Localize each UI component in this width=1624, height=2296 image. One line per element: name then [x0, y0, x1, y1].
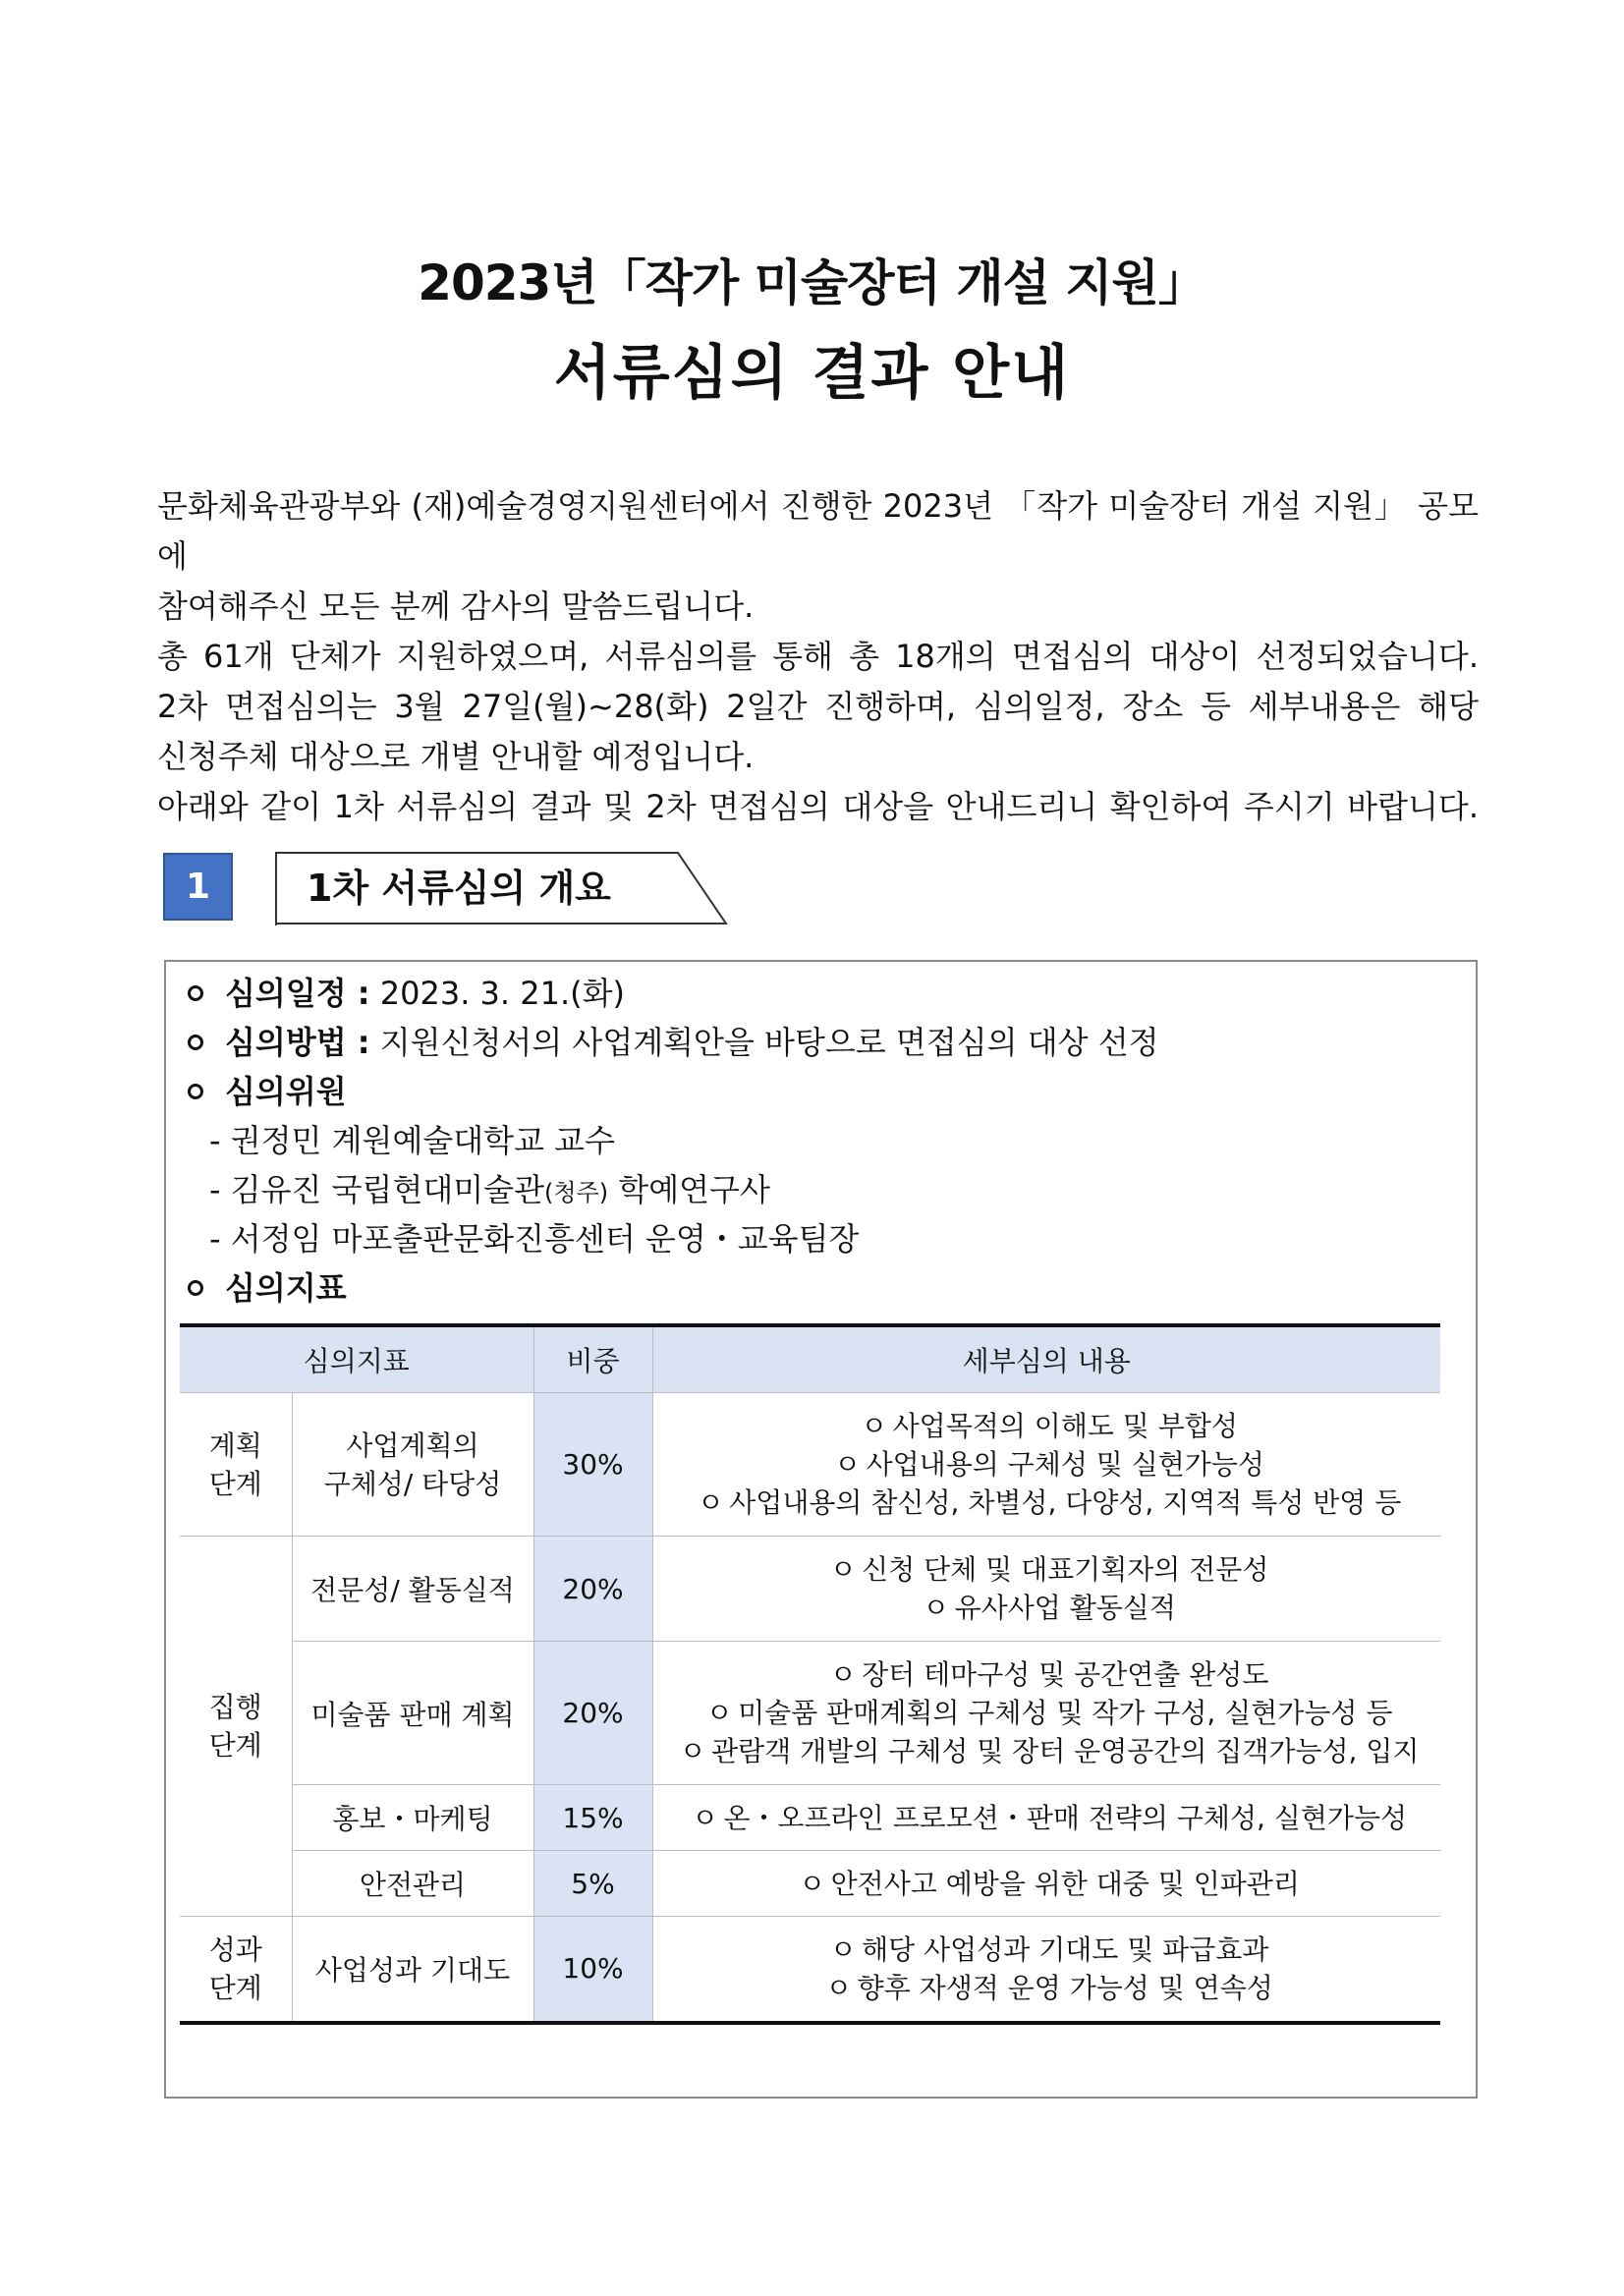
table-row [180, 1851, 1440, 1917]
schedule-label: 심의일정 : [225, 975, 370, 1012]
table-row [180, 1917, 1440, 2023]
schedule-value: 2023. 3. 21.(화) [379, 975, 626, 1012]
committee-member: - 김유진 국립현대미술관(청주) 학예연구사 [209, 1171, 770, 1208]
criteria-item-cell: 미술품 판매 계획 [292, 1642, 533, 1785]
weight-cell: 20% [533, 1642, 652, 1785]
intro-line: 총 61개 단체가 지원하였으며, 서류심의를 통해 총 18개의 면접심의 대상이 선정되었습니다. [157, 638, 1479, 675]
table-row [180, 1642, 1440, 1785]
circle-bullet-icon [188, 1084, 203, 1099]
section-number-badge: 1 [163, 853, 233, 921]
intro-line: 참여해주신 모든 분께 감사의 말씀드립니다. [157, 588, 755, 625]
intro-line: 2차 면접심의는 3월 27일(월)~28(화) 2일간 진행하며, 심의일정, 장소 등 세부내용은 해당 [157, 688, 1479, 725]
method-value: 지원신청서의 사업계획안을 바탕으로 면접심의 대상 선정 [379, 1024, 1159, 1061]
document-title-line1: 2023년「작가 미술장터 개설 지원」 [418, 254, 1206, 311]
criteria-item [184, 1263, 1461, 1313]
circle-bullet-icon [188, 1035, 203, 1050]
details-cell: ㅇ 신청 단체 및 대표기획자의 전문성 ㅇ 유사사업 활동실적 [652, 1537, 1440, 1642]
criteria-item-cell: 사업계획의 구체성/ 타당성 [292, 1393, 533, 1537]
criteria-item-cell: 안전관리 [292, 1851, 533, 1917]
details-cell: ㅇ 온・오프라인 프로모션・판매 전략의 구체성, 실현가능성 [652, 1785, 1440, 1851]
weight-cell: 10% [533, 1917, 652, 2023]
weight-cell: 5% [533, 1851, 652, 1917]
table-row [180, 1785, 1440, 1851]
header-criteria: 심의지표 [180, 1325, 533, 1393]
intro-paragraph [157, 481, 1479, 832]
weight-cell: 15% [533, 1785, 652, 1851]
stage-outcome: 성과 단계 [180, 1917, 292, 2023]
details-cell: ㅇ 해당 사업성과 기대도 및 파급효과 ㅇ 향후 자생적 운영 가능성 및 연속성 [652, 1917, 1440, 2023]
criteria-item-cell: 홍보・마케팅 [292, 1785, 533, 1851]
criteria-item-cell: 전문성/ 활동실적 [292, 1537, 533, 1642]
document-title-line2: 서류심의 결과 안내 [553, 339, 1071, 408]
stage-planning: 계획 단계 [180, 1393, 292, 1537]
intro-line: 아래와 같이 1차 서류심의 결과 및 2차 면접심의 대상을 안내드리니 확인하여 주시기 바랍니다. [157, 788, 1479, 825]
details-cell: ㅇ 장터 테마구성 및 공간연출 완성도 ㅇ 미술품 판매계획의 구체성 및 작가 구성, 실현가능성 등 ㅇ 관람객 개발의 구체성 및 장터 운영공간의 집객가능성, 입지 [652, 1642, 1440, 1785]
details-cell: ㅇ 사업목적의 이해도 및 부합성 ㅇ 사업내용의 구체성 및 실현가능성 ㅇ 사업내용의 참신성, 차별성, 다양성, 지역적 특성 반영 등 [652, 1393, 1440, 1537]
table-header-row [180, 1325, 1440, 1393]
committee-member: - 서정임 마포출판문화진흥센터 운영・교육팀장 [209, 1220, 860, 1258]
table-row [180, 1393, 1440, 1537]
committee-label: 심의위원 [225, 1073, 347, 1110]
committee-item [184, 1067, 1461, 1116]
stage-execution: 집행 단계 [180, 1537, 292, 1917]
schedule-item [184, 969, 1461, 1018]
details-cell: ㅇ 안전사고 예방을 위한 대중 및 인파관리 [652, 1851, 1440, 1917]
criteria-label: 심의지표 [225, 1269, 347, 1307]
weight-cell: 30% [533, 1393, 652, 1537]
table-row [180, 1537, 1440, 1642]
circle-bullet-icon [188, 985, 203, 1001]
intro-line: 신청주체 대상으로 개별 안내할 예정입니다. [157, 738, 755, 775]
intro-line: 문화체육관광부와 (재)예술경영지원센터에서 진행한 2023년 「작가 미술장터 개설 지원」 공모에 [157, 487, 1479, 575]
overview-list [184, 969, 1461, 1313]
criteria-item-cell: 사업성과 기대도 [292, 1917, 533, 2023]
committee-member: - 권정민 계원예술대학교 교수 [209, 1122, 616, 1159]
section-title: 1차 서류심의 개요 [307, 867, 611, 910]
circle-bullet-icon [188, 1280, 203, 1296]
header-weight: 비중 [533, 1325, 652, 1393]
criteria-table [180, 1323, 1440, 2025]
header-details: 세부심의 내용 [652, 1325, 1440, 1393]
method-label: 심의방법 : [225, 1024, 370, 1061]
method-item [184, 1018, 1461, 1067]
weight-cell: 20% [533, 1537, 652, 1642]
